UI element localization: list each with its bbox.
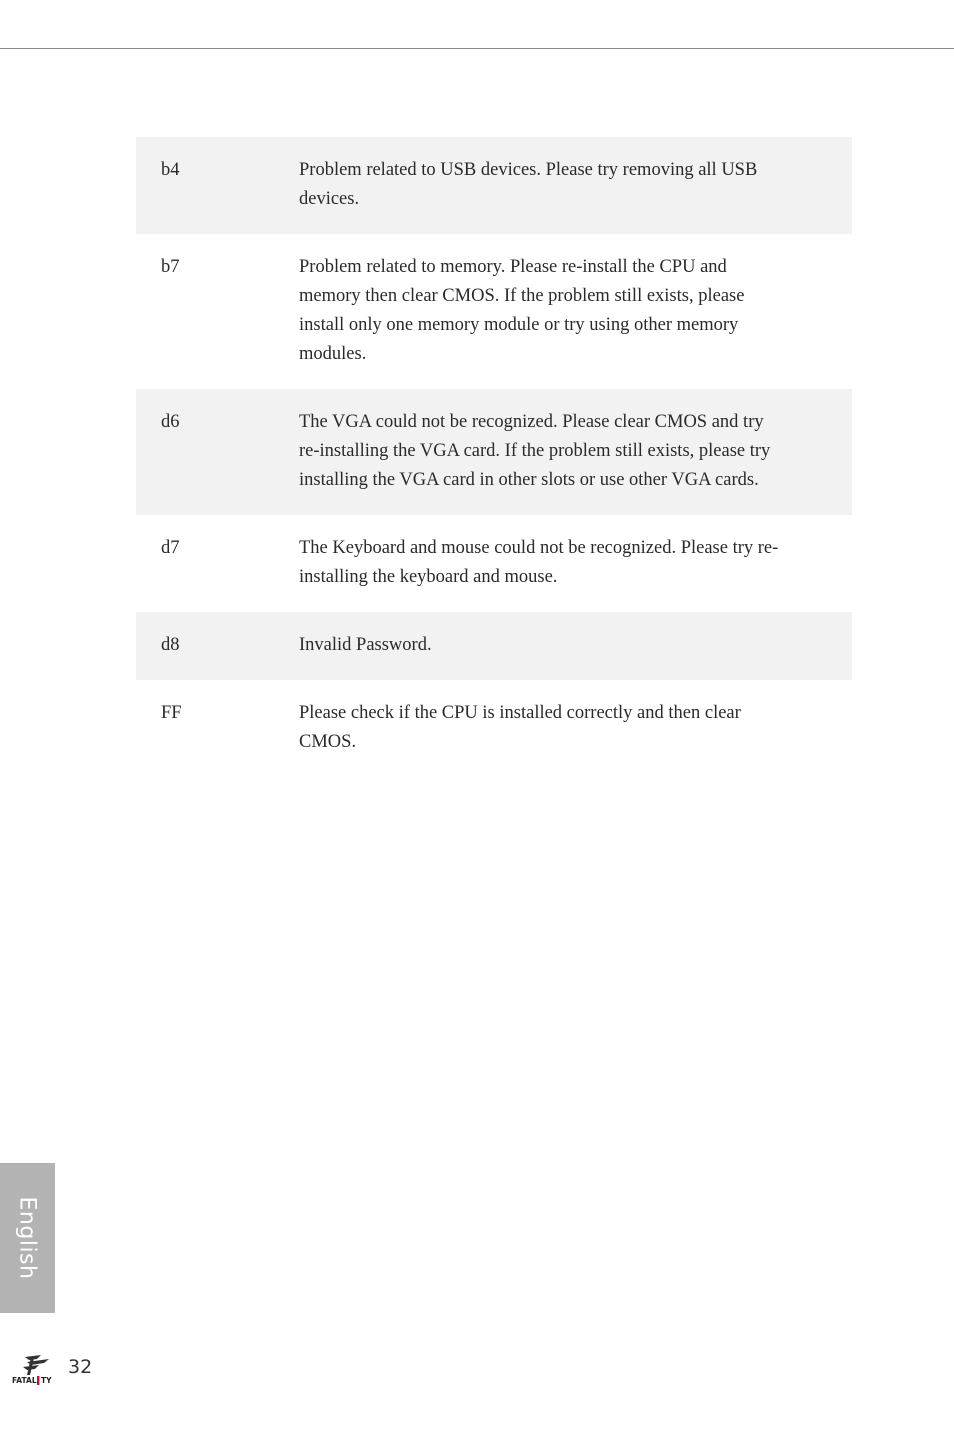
- error-code: b4: [161, 160, 180, 180]
- page-number: 32: [68, 1356, 93, 1378]
- svg-text:TY: TY: [41, 1376, 52, 1385]
- error-code: d7: [161, 538, 180, 558]
- error-code-table: [136, 137, 852, 777]
- error-description: Invalid Password.: [299, 635, 432, 655]
- error-code: b7: [161, 257, 180, 277]
- error-code: FF: [161, 703, 182, 723]
- language-tab: [0, 1163, 55, 1313]
- fatal1ty-logo-icon: [11, 1353, 61, 1389]
- error-description: The VGA could not be recognized. Please clear CMOS and try re-installing the VGA card. If the problem still exists, please try installing the VGA card in other slots or use other VGA cards.: [299, 412, 771, 490]
- header-rule: [0, 48, 954, 49]
- error-description: Please check if the CPU is installed correctly and then clear CMOS.: [299, 703, 741, 752]
- table-row: [136, 515, 852, 612]
- error-code: d8: [161, 635, 180, 655]
- error-description: Problem related to USB devices. Please try removing all USB devices.: [299, 160, 758, 209]
- table-row: [136, 680, 852, 777]
- table-row: [136, 612, 852, 680]
- error-description: Problem related to memory. Please re-install the CPU and memory then clear CMOS. If the problem still exists, please install only one memory module or try using other memory modules.: [299, 257, 745, 364]
- error-code: d6: [161, 412, 180, 432]
- error-description: The Keyboard and mouse could not be recognized. Please try re-installing the keyboard and mouse.: [299, 538, 779, 587]
- table-row: [136, 234, 852, 389]
- table-row: [136, 137, 852, 234]
- table-row: [136, 389, 852, 515]
- language-tab-label: English: [14, 1196, 40, 1280]
- svg-text:FATAL: FATAL: [12, 1376, 37, 1385]
